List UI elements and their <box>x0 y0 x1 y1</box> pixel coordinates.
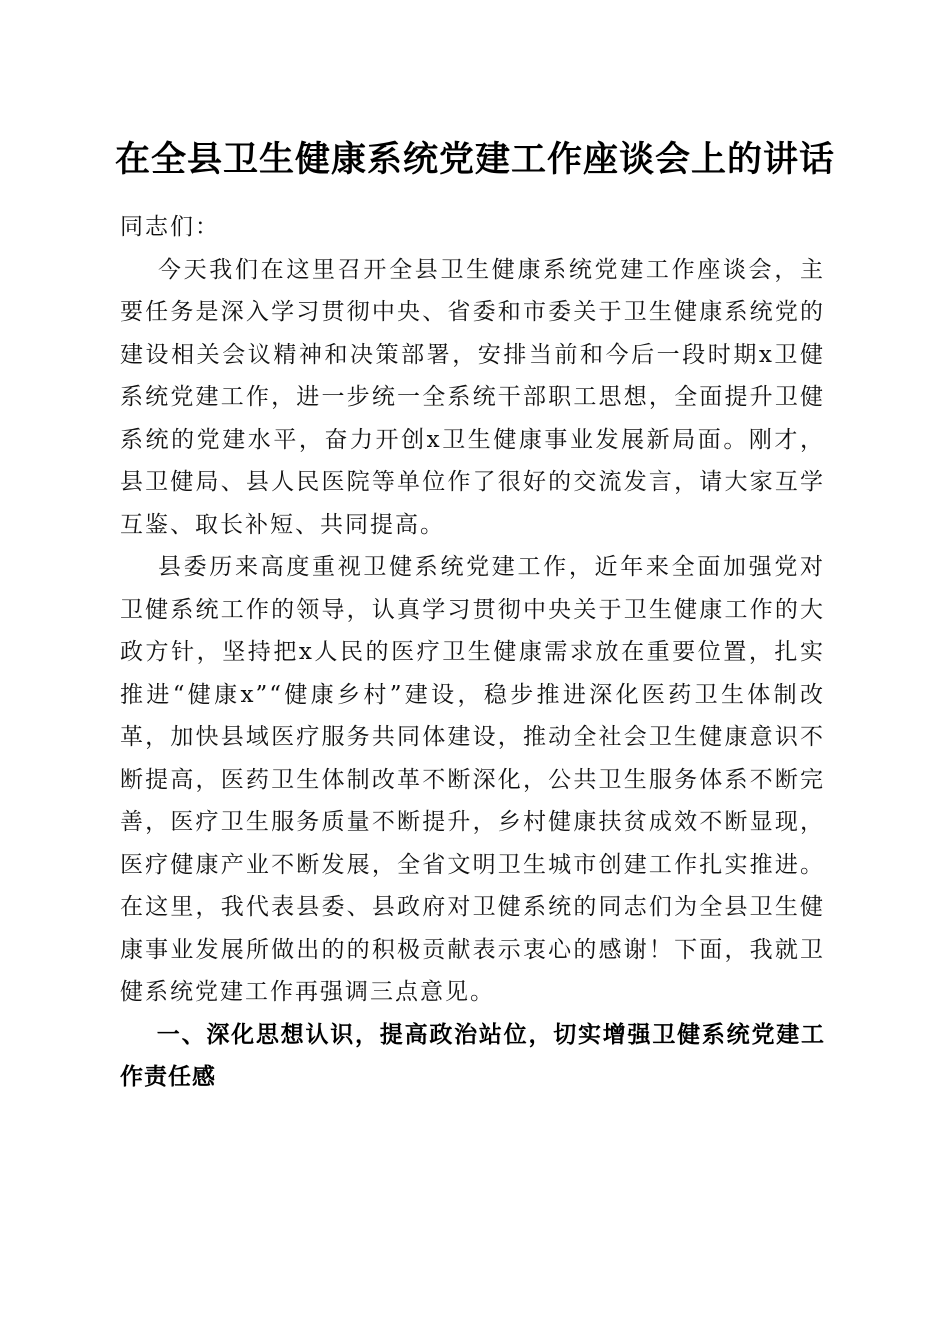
document-body <box>120 206 825 1099</box>
salutation: 同志们： <box>120 214 220 240</box>
paragraph-opening: 今天我们在这里召开全县卫生健康系统党建工作座谈会，主要任务是深入学习贯彻中央、省委和市委关于卫生健康系统党的建设相关会议精神和决策部署，安排当前和今后一段时期x卫健系统党建工作，进一步统一全系统干部职工思想，全面提升卫健系统的党建水平，奋力开创x卫生健康事业发展新局面。刚才，县卫健局、县人民医院等单位作了很好的交流发言，请大家互学互鉴、取长补短、共同提高。 <box>120 256 825 538</box>
section-heading-1: 一、深化思想认识，提高政治站位，切实增强卫健系统党建工作责任感 <box>120 1021 825 1090</box>
paragraph-achievements: 县委历来高度重视卫健系统党建工作，近年来全面加强党对卫健系统工作的领导，认真学习贯彻中央关于卫生健康工作的大政方针，坚持把x人民的医疗卫生健康需求放在重要位置，扎实推进“健康x”“健康乡村”建设，稳步推进深化医药卫生体制改革，加快县域医疗服务共同体建设，推动全社会卫生健康意识不断提高，医药卫生体制改革不断深化，公共卫生服务体系不断完善，医疗卫生服务质量不断提升，乡村健康扶贫成效不断显现，医疗健康产业不断发展，全省文明卫生城市创建工作扎实推进。在这里，我代表县委、县政府对卫健系统的同志们为全县卫生健康事业发展所做出的的积极贡献表示衷心的感谢！下面，我就卫健系统党建工作再强调三点意见。 <box>120 554 825 1005</box>
document-title: 在全县卫生健康系统党建工作座谈会上的讲话 <box>114 139 835 180</box>
